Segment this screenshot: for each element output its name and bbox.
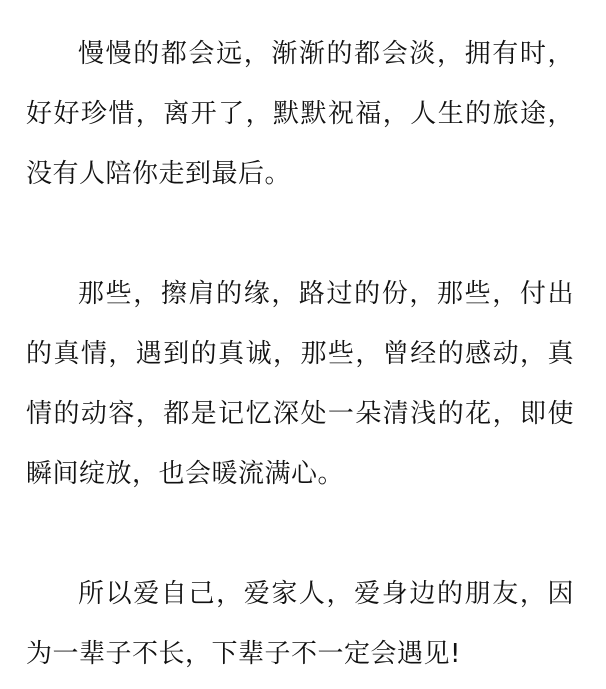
- article-body: [26, 24, 574, 684]
- paragraph-2: 那些，擦肩的缘，路过的份，那些，付出的真情，遇到的真诚，那些，曾经的感动，真情的动容，都是记忆深处一朵清浅的花，即使瞬间绽放，也会暖流满心。: [26, 279, 574, 489]
- paragraph-3: 所以爱自己，爱家人，爱身边的朋友，因为一辈子不长，下辈子不一定会遇见!: [26, 579, 574, 669]
- paragraph-1: 慢慢的都会远，渐渐的都会淡，拥有时，好好珍惜，离开了，默默祝福，人生的旅途，没有人陪你走到最后。: [26, 39, 574, 189]
